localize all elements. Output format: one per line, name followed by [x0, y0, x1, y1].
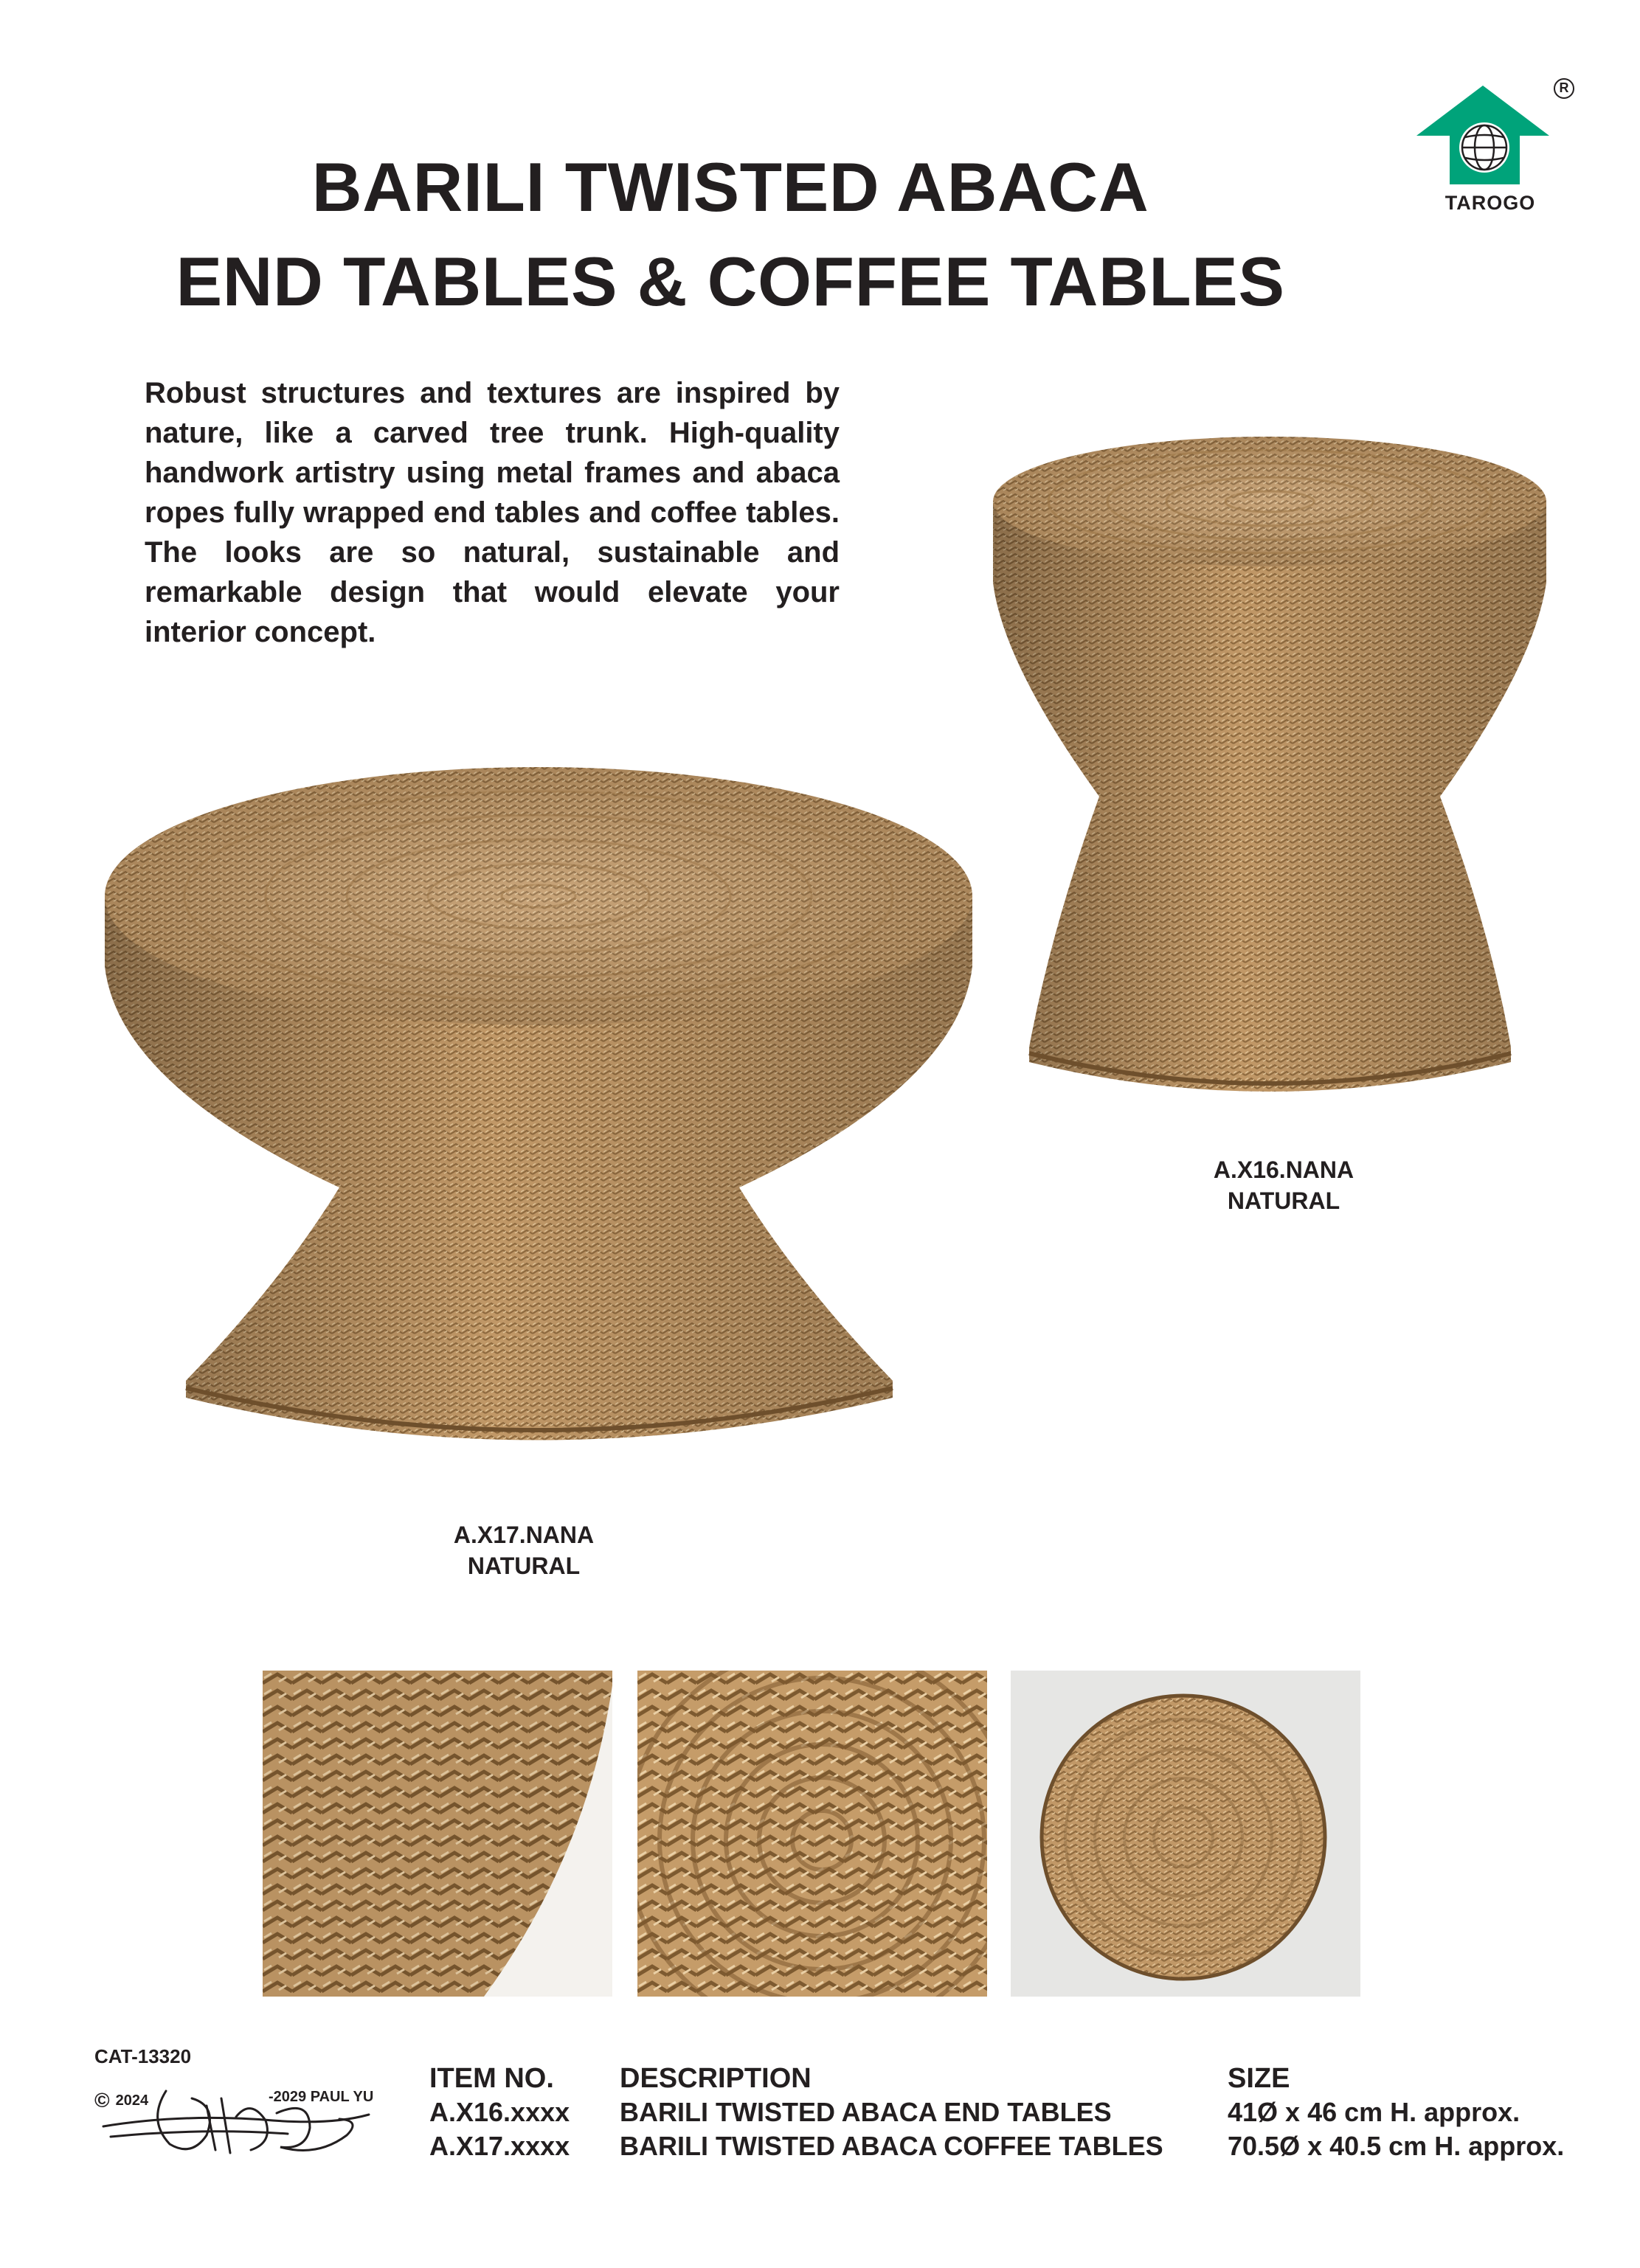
product-finish: NATURAL [467, 1553, 581, 1579]
intro-paragraph: Robust structures and textures are inspired by nature, like a carved tree trunk. High-quality handwork artistry using metal frames and abaca ropes fully wrapped end tables and coffee tables. The looks are so natural, sustainable and remarkable design that would elevate your interior concept. [145, 377, 840, 648]
signature-icon [96, 2076, 376, 2172]
row-item-no: A.X16.xxxx [429, 2097, 570, 2127]
product-finish: NATURAL [1227, 1187, 1340, 1214]
page-title [103, 140, 1357, 329]
title-line-1: BARILI TWISTED ABACA [311, 148, 1149, 226]
brand-logo [1409, 74, 1571, 221]
header-description: DESCRIPTION [620, 2063, 812, 2094]
detail-photo-side-texture [263, 1671, 612, 1997]
copyright-icon: © [94, 2089, 110, 2112]
registered-mark-icon: R [1554, 78, 1574, 99]
row-size: 70.5Ø x 40.5 cm H. approx. [1228, 2131, 1565, 2161]
product-caption-x17 [391, 1519, 657, 1581]
brand-name: TAROGO [1444, 192, 1536, 214]
copyright-year: 2024 [115, 2092, 149, 2109]
header-item-no: ITEM NO. [429, 2063, 554, 2094]
end-table-photo [974, 413, 1564, 1128]
detail-photo-top-view [1011, 1671, 1360, 1997]
copyright-holder: -2029 PAUL YU [269, 2089, 374, 2105]
row-item-no: A.X17.xxxx [429, 2131, 570, 2161]
header-size: SIZE [1228, 2063, 1290, 2094]
product-code: A.X16.NANA [1213, 1156, 1354, 1183]
detail-photo-top-spiral [637, 1671, 987, 1997]
product-caption-x16 [1151, 1154, 1416, 1216]
product-code: A.X17.NANA [453, 1522, 595, 1548]
tarogo-house-globe-logo-icon [1409, 74, 1571, 192]
title-line-2: END TABLES & COFFEE TABLES [176, 243, 1285, 320]
row-description: BARILI TWISTED ABACA END TABLES [620, 2097, 1112, 2127]
coffee-table-photo [96, 738, 981, 1497]
row-size: 41Ø x 46 cm H. approx. [1228, 2097, 1520, 2127]
row-description: BARILI TWISTED ABACA COFFEE TABLES [620, 2131, 1163, 2161]
catalog-number: CAT-13320 [94, 2045, 192, 2067]
